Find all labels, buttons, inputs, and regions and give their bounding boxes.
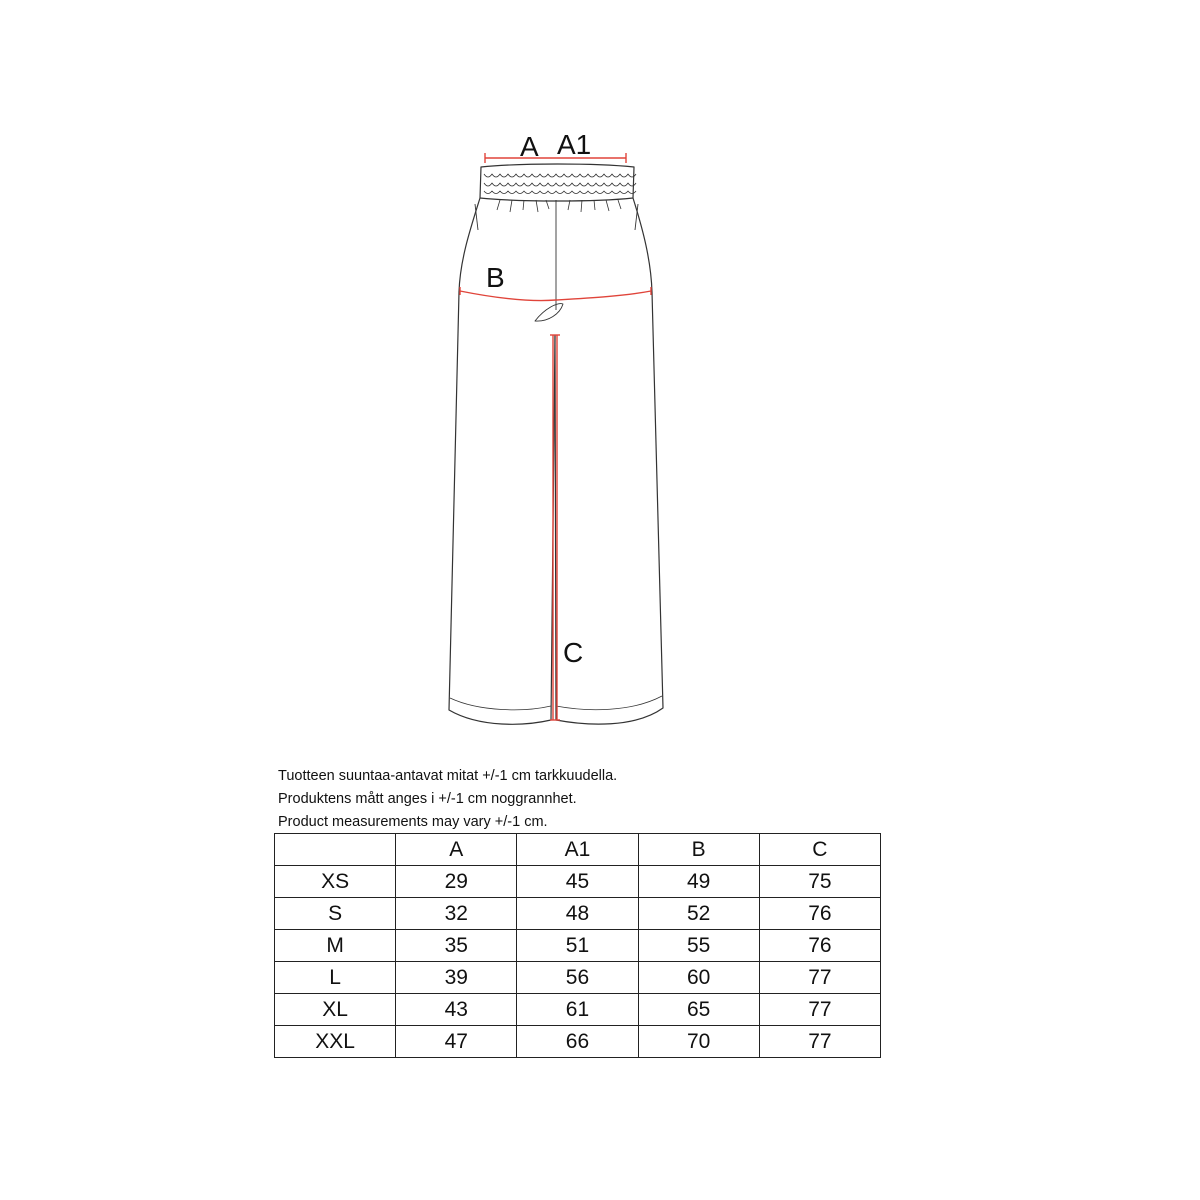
value-cell-a1: 61 [517,994,638,1026]
note-swedish: Produktens mått anges i +/-1 cm noggrannhet. [278,791,577,807]
label-a1: A1 [557,129,592,160]
value-cell-a: 32 [396,898,517,930]
value-cell-a: 47 [396,1026,517,1058]
value-cell-b: 65 [638,994,759,1026]
left-hem [450,698,551,710]
value-cell-a: 43 [396,994,517,1026]
value-cell-c: 77 [759,994,880,1026]
measurement-notes [278,765,898,834]
value-cell-a1: 66 [517,1026,638,1058]
value-cell-b: 52 [638,898,759,930]
value-cell-c: 76 [759,898,880,930]
value-cell-a1: 56 [517,962,638,994]
size-cell: S [275,898,396,930]
column-header-a1: A1 [517,834,638,866]
note-english: Product measurements may vary +/-1 cm. [278,814,548,830]
pants-outline [449,164,663,724]
value-cell-a1: 51 [517,930,638,962]
value-cell-a: 39 [396,962,517,994]
right-hem [556,696,662,710]
value-cell-a: 29 [396,866,517,898]
value-cell-b: 70 [638,1026,759,1058]
value-cell-b: 60 [638,962,759,994]
label-c: C [563,637,584,668]
table-row [275,898,881,930]
table-row [275,930,881,962]
size-table [274,833,881,1058]
table-header-row [275,834,881,866]
value-cell-c: 76 [759,930,880,962]
column-header-b: B [638,834,759,866]
body-gathers [497,200,621,212]
value-cell-b: 49 [638,866,759,898]
table-row [275,866,881,898]
column-header-c: C [759,834,880,866]
table-row [275,994,881,1026]
table-row [275,1026,881,1058]
value-cell-c: 77 [759,1026,880,1058]
table-row [275,962,881,994]
waistband-gathers [484,174,636,194]
value-cell-c: 77 [759,962,880,994]
value-cell-b: 55 [638,930,759,962]
column-header-a: A [396,834,517,866]
value-cell-a1: 45 [517,866,638,898]
size-cell: XXL [275,1026,396,1058]
value-cell-a: 35 [396,930,517,962]
value-cell-a1: 48 [517,898,638,930]
size-cell: M [275,930,396,962]
size-cell: L [275,962,396,994]
note-finnish: Tuotteen suuntaa-antavat mitat +/-1 cm tarkkuudella. [278,768,618,784]
label-b: B [486,262,505,293]
value-cell-c: 75 [759,866,880,898]
size-cell: XL [275,994,396,1026]
waistband [480,164,634,201]
column-header [275,834,396,866]
size-cell: XS [275,866,396,898]
fly-detail [535,304,563,321]
label-a: A [520,131,539,162]
